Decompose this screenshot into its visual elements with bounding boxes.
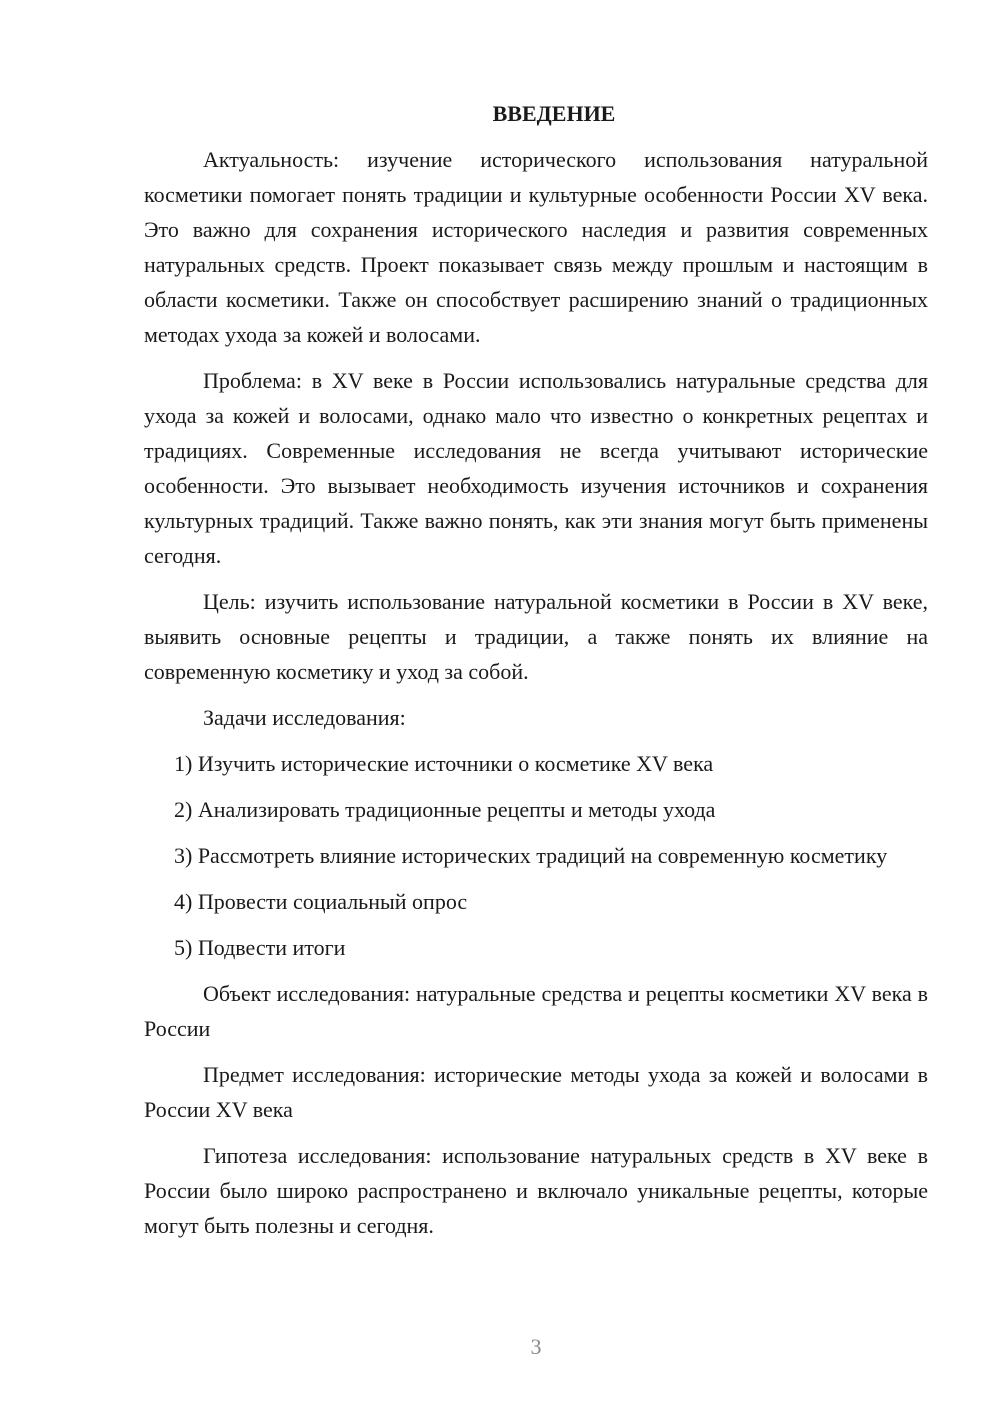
goal-paragraph: Цель: изучить использование натуральной косметики в России в XV веке, выявить основные рецепты и традиции, а также понять их влияние на современную косметику и уход за собой. xyxy=(144,589,928,684)
page-title: ВВЕДЕНИЕ xyxy=(492,101,616,126)
hypothesis-paragraph: Гипотеза исследования: использование натуральных средств в XV веке в России было широко распространено и включало уникальные рецепты, которые могут быть полезны и сегодня. xyxy=(144,1143,928,1238)
problem-paragraph: Проблема: в XV веке в России использовались натуральные средства для ухода за кожей и волосами, однако мало что известно о конкретных рецептах и традициях. Современные исследования не всегда учитывают исторические особенности. Это вызывает необходимость изучения источников и сохранения культурных традиций. Также важно понять, как эти знания могут быть применены сегодня. xyxy=(144,368,928,568)
document-body xyxy=(144,96,928,1254)
task-item-5: 5) Подвести итоги xyxy=(174,935,346,960)
object-paragraph: Объект исследования: натуральные средства и рецепты косметики XV века в России xyxy=(144,981,928,1041)
tasks-title: Задачи исследования: xyxy=(203,705,406,730)
task-item-3: 3) Рассмотреть влияние исторических традиций на современную косметику xyxy=(174,843,888,868)
task-item-4: 4) Провести социальный опрос xyxy=(174,889,468,914)
subject-paragraph: Предмет исследования: исторические методы ухода за кожей и волосами в России XV века xyxy=(144,1062,928,1122)
relevance-paragraph: Актуальность: изучение исторического использования натуральной косметики помогает понять традиции и культурные особенности России XV века. Это важно для сохранения исторического наследия и развития современных натуральных средств. Проект показывает связь между прошлым и настоящим в области косметики. Также он способствует расширению знаний о традиционных методах ухода за кожей и волосами. xyxy=(144,147,928,347)
page-number: 3 xyxy=(530,1334,542,1359)
task-item-1: 1) Изучить исторические источники о косметике XV века xyxy=(174,751,714,776)
task-item-2: 2) Анализировать традиционные рецепты и методы ухода xyxy=(174,797,716,822)
